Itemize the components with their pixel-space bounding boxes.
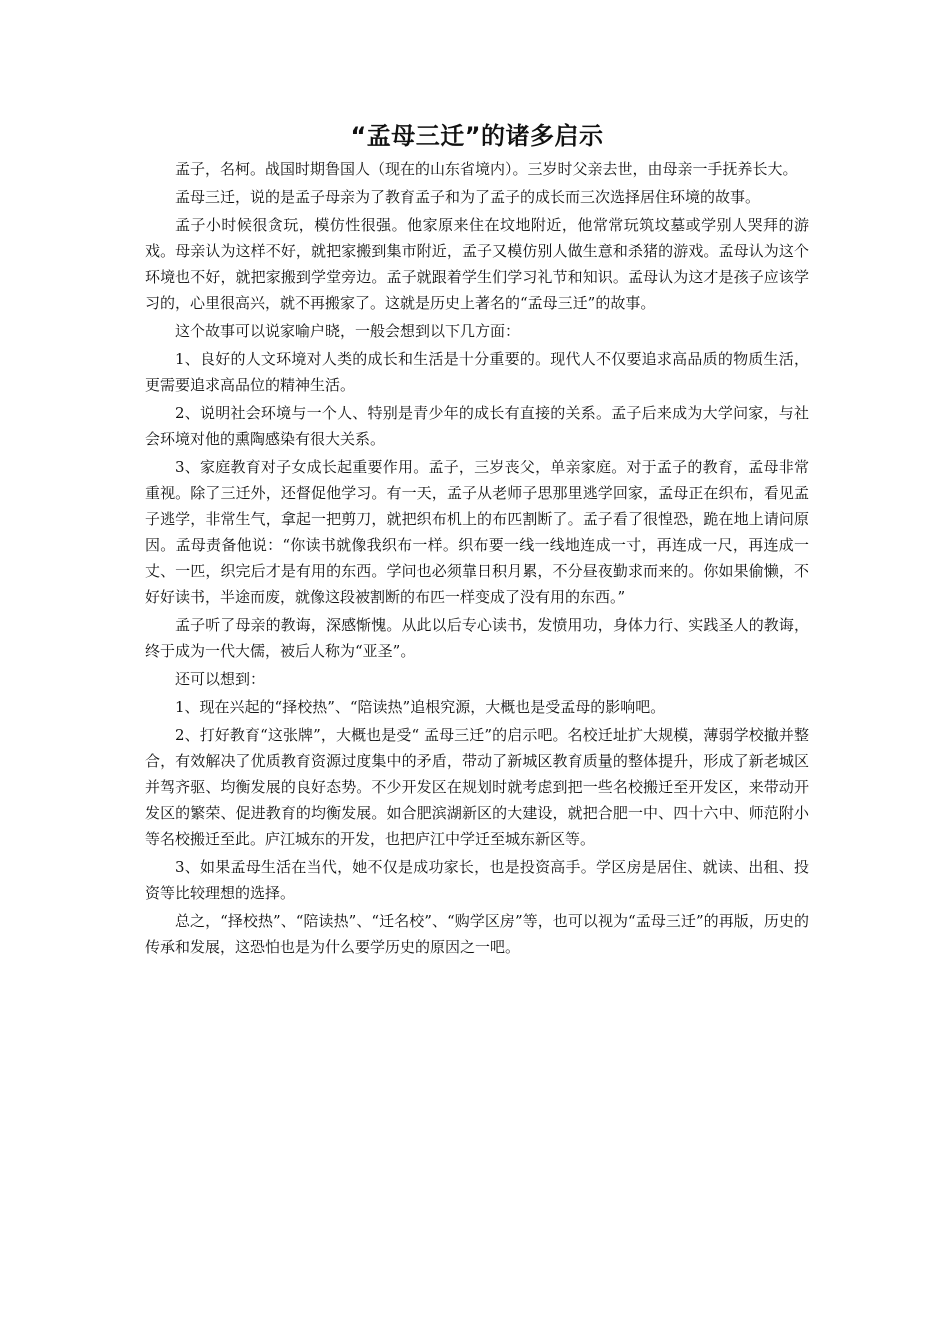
paragraph-modern-1: 1、现在兴起的“择校热”、“陪读热”追根究源，大概也是受孟母的影响吧。 — [175, 698, 666, 716]
paragraph-point-2: 2、说明社会环境与一个人、特别是青少年的成长有直接的关系。孟子后来成为大学问家，与社会环境对他的熏陶感染有很大关系。 — [145, 404, 809, 448]
paragraph-lead-in: 这个故事可以说家喻户晓，一般会想到以下几方面： — [175, 322, 521, 340]
paragraph-story: 孟子小时候很贪玩，模仿性很强。他家原来住在坟地附近，他常常玩筑坟墓或学别人哭拜的游戏。母亲认为这样不好，就把家搬到集市附近，孟子又模仿别人做生意和杀猪的游戏。孟母认为这个环境也不好，就把家搬到学堂旁边。孟子就跟着学生们学习礼节和知识。孟母认为这才是孩子应该学习的，心里很高兴，就不再搬家了。这就是历史上著名的“孟母三迁”的故事。 — [145, 216, 809, 312]
paragraph-definition: 孟母三迁，说的是孟子母亲为了教育孟子和为了孟子的成长而三次选择居住环境的故事。 — [175, 188, 761, 206]
paragraph-modern-3: 3、如果孟母生活在当代，她不仅是成功家长，也是投资高手。学区房是居住、就读、出租、投资等比较理想的选择。 — [145, 858, 809, 902]
paragraph-intro: 孟子，名柯。战国时期鲁国人（现在的山东省境内）。三岁时父亲去世，由母亲一手抚养长大。 — [175, 160, 798, 178]
paragraph-point-1: 1、良好的人文环境对人类的成长和生活是十分重要的。现代人不仅要追求高品质的物质生活，更需要追求高品位的精神生活。 — [145, 350, 809, 394]
paragraph-further-thoughts: 还可以想到： — [175, 670, 266, 688]
document-body — [145, 118, 809, 962]
paragraph-conclusion: 总之，“择校热”、“陪读热”、“迁名校”、“购学区房”等，也可以视为“孟母三迁”的再版，历史的传承和发展，这恐怕也是为什么要学历史的原因之一吧。 — [145, 912, 809, 956]
paragraph-modern-2: 2、打好教育“这张牌”，大概也是受“ 孟母三迁”的启示吧。名校迁址扩大规模，薄弱学校撤并整合，有效解决了优质教育资源过度集中的矛盾，带动了新城区教育质量的整体提升，形成了新老城区并驾齐驱、均衡发展的良好态势。不少开发区在规划时就考虑到把一些名校搬迁至开发区，来带动开发区的繁荣、促进教育的均衡发展。如合肥滨湖新区的大建设，就把合肥一中、四十六中、师范附小等名校搬迁至此。庐江城东的开发，也把庐江中学迁至城东新区等。 — [145, 726, 809, 848]
document-title: “孟母三迁”的诸多启示 — [350, 122, 604, 150]
paragraph-outcome: 孟子听了母亲的教诲，深感惭愧。从此以后专心读书，发愤用功，身体力行、实践圣人的教诲，终于成为一代大儒，被后人称为“亚圣”。 — [145, 616, 809, 660]
paragraph-point-3: 3、家庭教育对子女成长起重要作用。孟子，三岁丧父，单亲家庭。对于孟子的教育，孟母非常重视。除了三迁外，还督促他学习。有一天，孟子从老师子思那里逃学回家，孟母正在织布，看见孟子逃学，非常生气，拿起一把剪刀，就把织布机上的布匹割断了。孟子看了很惶恐，跪在地上请问原因。孟母责备他说：“你读书就像我织布一样。织布要一线一线地连成一寸，再连成一尺，再连成一丈、一匹，织完后才是有用的东西。学问也必须靠日积月累，不分昼夜勤求而来的。你如果偷懒，不好好读书，半途而废，就像这段被割断的布匹一样变成了没有用的东西。” — [145, 458, 809, 606]
